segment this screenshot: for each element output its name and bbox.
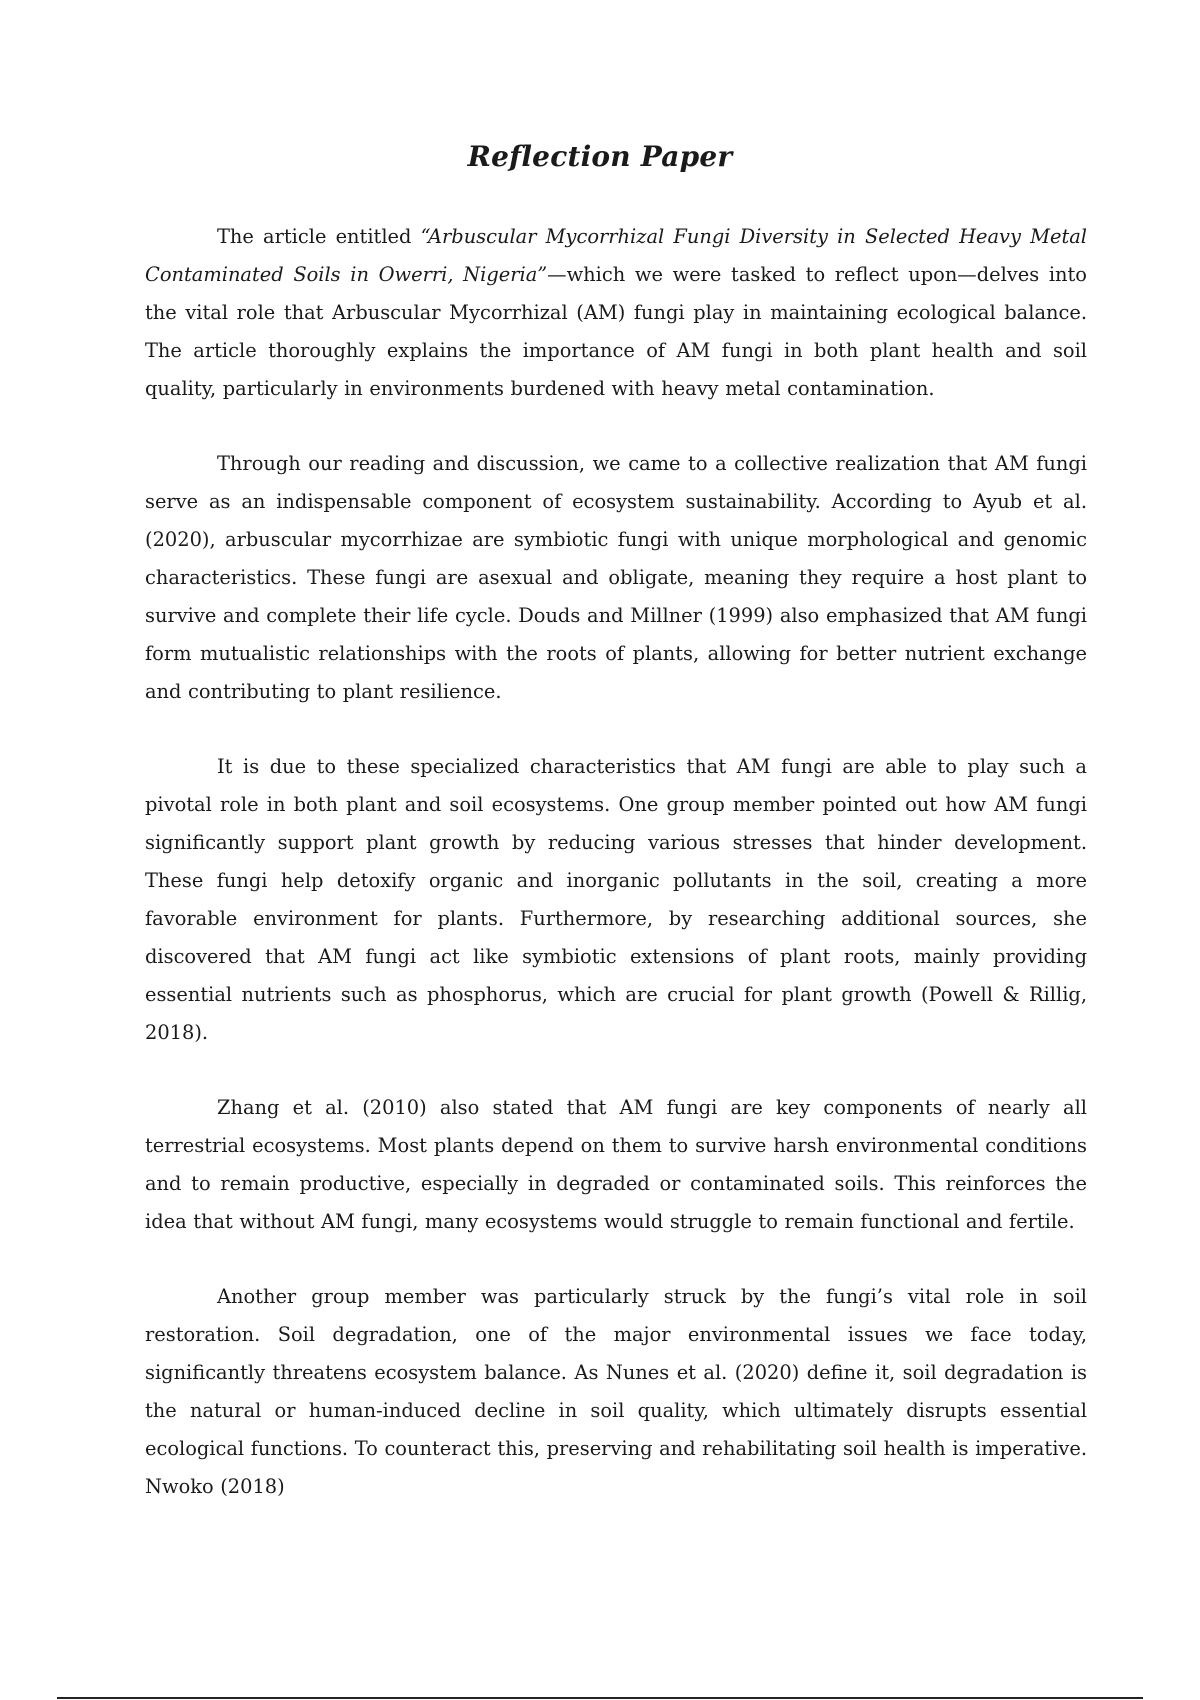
paragraph-1-rest: —which we were tasked to reflect upon—delves into the vital role that Arbuscular Mycorrhizal (AM) fungi play in maintaining ecological balance. The article thoroughly explains the importance of AM fungi in both plant health and soil quality, particularly in environments burdened with heavy metal contamination. — [145, 263, 1087, 400]
paragraph-1-lead: The article entitled — [217, 225, 421, 248]
article-title-citation: “Arbuscular Mycorrhizal Fungi Diversity in Selected Heavy Metal Contaminated Soils in Owerri, Nigeria” — [145, 225, 1087, 286]
paragraph-1 — [145, 218, 1087, 408]
document-body — [145, 218, 1087, 1543]
page-title: Reflection Paper — [467, 140, 733, 173]
paragraph-3: It is due to these specialized characteristics that AM fungi are able to play such a pivotal role in both plant and soil ecosystems. One group member pointed out how AM fungi significantly support plant growth by reducing various stresses that hinder development. These fungi help detoxify organic and inorganic pollutants in the soil, creating a more favorable environment for plants. Furthermore, by researching additional sources, she discovered that AM fungi act like symbiotic extensions of plant roots, mainly providing essential nutrients such as phosphorus, which are crucial for plant growth (Powell & Rillig, 2018). — [145, 755, 1087, 1044]
paragraph-2: Through our reading and discussion, we came to a collective realization that AM fungi serve as an indispensable component of ecosystem sustainability. According to Ayub et al. (2020), arbuscular mycorrhizae are symbiotic fungi with unique morphological and genomic characteristics. These fungi are asexual and obligate, meaning they require a host plant to survive and complete their life cycle. Douds and Millner (1999) also emphasized that AM fungi form mutualistic relationships with the roots of plants, allowing for better nutrient exchange and contributing to plant resilience. — [145, 452, 1087, 703]
paragraph-5: Another group member was particularly struck by the fungi’s vital role in soil restoration. Soil degradation, one of the major environmental issues we face today, significantly threatens ecosystem balance. As Nunes et al. (2020) define it, soil degradation is the natural or human-induced decline in soil quality, which ultimately disrupts essential ecological functions. To counteract this, preserving and rehabilitating soil health is imperative. Nwoko (2018) — [145, 1285, 1087, 1498]
paragraph-4: Zhang et al. (2010) also stated that AM fungi are key components of nearly all terrestrial ecosystems. Most plants depend on them to survive harsh environmental conditions and to remain productive, especially in degraded or contaminated soils. This reinforces the idea that without AM fungi, many ecosystems would struggle to remain functional and fertile. — [145, 1096, 1087, 1233]
page-bottom-rule — [57, 1697, 1143, 1699]
